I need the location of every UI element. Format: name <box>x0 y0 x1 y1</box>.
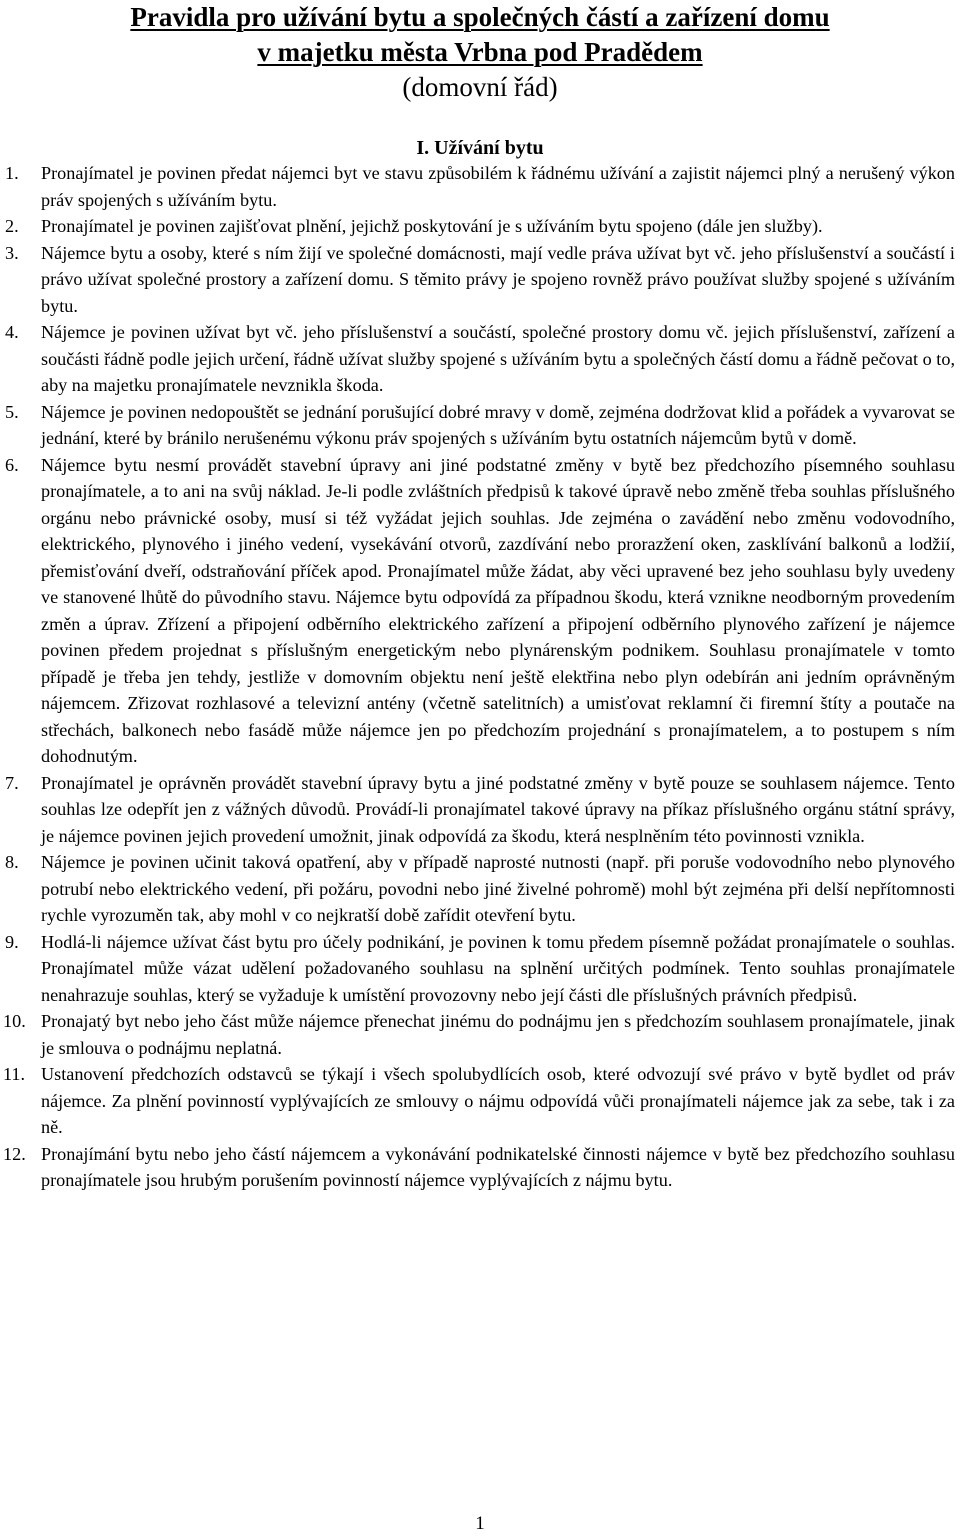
rule-text: Ustanovení předchozích odstavců se týkají i všech spolubydlících osob, které odvozují své právo v bytě bydlet od práv nájemce. Za plnění povinností vyplývajících ze smlouvy o nájmu odpovídá vůči pronajímateli nájemce jak za sebe, tak i za ně. <box>41 1064 955 1137</box>
rule-item <box>0 213 960 240</box>
rule-item <box>0 160 960 213</box>
rule-number: 6. <box>5 454 19 475</box>
rule-item <box>0 399 960 452</box>
section-heading: I. Užívání bytu <box>416 137 544 159</box>
rule-number: 1. <box>5 163 19 183</box>
rule-text: Pronajímatel je oprávněn provádět stavební úpravy bytu a jiné podstatné změny v bytě pouze se souhlasem nájemce. Tento souhlas lze odepřít jen z vážných důvodů. Provádí-li pronajímatel takové úpravy na příkaz příslušného orgánu státní správy, je nájemce povinen jejich provedení umožnit, jinak odpovídá za škodu, která nesplněním této povinnosti vznikla. <box>41 772 955 846</box>
rule-text: Pronajímatel je povinen zajišťovat plnění, jejichž poskytování je s užíváním bytu spojeno (dále jen služby). <box>41 216 823 236</box>
rule-text: Nájemce bytu nesmí provádět stavební úpravy ani jiné podstatné změny v bytě bez předchozího písemného souhlasu pronajímatele, a to ani na svůj náklad. Je-li podle zvláštních předpisů k takové úpravě nebo změně třeba souhlas příslušného orgánu nebo právnické osoby, musí si též vyžádat jejich souhlas. Jde zejména o zavádění nebo změnu vodovodního, elektrického, plynového i jiného vedení, vysekávání otvorů, zazdívání nebo prorazžení oken, zasklívání balkonů a lodžií, přemisťování dveří, odstraňování příček apod. Pronajímatel může žádat, aby věci upravené bez jeho souhlasu byly uvedeny ve stanovené lhůtě do původního stavu. Nájemce bytu odpovídá za případnou škodu, která vznikne neodborným provedením změn a úprav. Zřízení a připojení odběrního elektrického zařízení a připojení odběrního plynového zařízení je nájemce povinen předem projednat s příslušným energetickým nebo plynárenským podnikem. Souhlasu pronajímatele v tomto případě je třeba jen tehdy, jestliže v domovním objektu není ještě elektřina nebo plyn odebírán ani jedním oprávněným nájemcem. Zřizovat rozhlasové a televizní antény (včetně satelitních) a umisťovat reklamní či firemní štíty a poutače na střechách, balkonech nebo fasádě může nájemce jen po předchozím projednání s pronajímatelem, a to postupem s ním dohodnutým. <box>41 454 955 766</box>
rule-item <box>0 929 960 1009</box>
rule-number: 7. <box>5 772 19 793</box>
rule-number: 3. <box>5 242 19 263</box>
rule-number: 4. <box>5 322 19 342</box>
rules-list <box>0 160 960 1194</box>
rule-item <box>0 1141 960 1194</box>
rule-item <box>0 240 960 320</box>
rule-text: Hodlá-li nájemce užívat část bytu pro účely podnikání, je povinen k tomu předem písemně požádat pronajímatele o souhlas. Pronajímatel může vázat udělení požadovaného souhlasu na splnění určitých podmínek. Tento souhlas pronajímatele nenahrazuje souhlas, který se vyžaduje k umístění provozovny nebo její části dle příslušných právních předpisů. <box>41 931 955 1005</box>
rule-item <box>0 1061 960 1141</box>
rule-number: 10. <box>3 1011 26 1031</box>
page-number: 1 <box>475 1513 485 1534</box>
rule-text: Pronajímání bytu nebo jeho částí nájemcem a vykonávání podnikatelské činnosti nájemce v bytě bez předchozího souhlasu pronajímatele jsou hrubým porušením povinností nájemce vyplývajících z nájmu bytu. <box>41 1143 955 1190</box>
rule-text: Nájemce je povinen učinit taková opatření, aby v případě naprosté nutnosti (např. při poruše vodovodního nebo plynového potrubí nebo elektrického vedení, při požáru, povodni nebo jiné živelné pohromě) mohl být zejména při delší nepřítomnosti rychle vyrozuměn tak, aby mohl v co nejkratší době zařídit otevření bytu. <box>41 852 955 925</box>
rule-number: 11. <box>3 1064 26 1084</box>
rule-item <box>0 1008 960 1061</box>
rule-item <box>0 849 960 929</box>
rule-number: 8. <box>5 852 19 872</box>
rule-number: 12. <box>3 1143 26 1164</box>
rule-number: 9. <box>5 931 19 952</box>
document-title-block <box>0 0 960 105</box>
rule-text: Pronajímatel je povinen předat nájemci byt ve stavu způsobilém k řádnému užívání a zajistit nájemci plný a nerušený výkon práv spojených s užíváním bytu. <box>41 163 955 210</box>
rule-text: Pronajatý byt nebo jeho část může nájemce přenechat jinému do podnájmu jen s předchozím souhlasem pronajímatele, jinak je smlouva o podnájmu neplatná. <box>41 1011 955 1058</box>
document-subtitle: (domovní řád) <box>402 72 558 102</box>
rule-text: Nájemce je povinen užívat byt vč. jeho příslušenství a součástí, společné prostory domu vč. jejich příslušenství, zařízení a součásti řádně podle jejich určení, řádně užívat služby spojené s užíváním bytu a společných částí domu a řádně pečovat o to, aby na majetku pronajímatele nevznikla škoda. <box>41 322 955 395</box>
rule-text: Nájemce je povinen nedopouštět se jednání porušující dobré mravy v domě, zejména dodržovat klid a pořádek a vyvarovat se jednání, které by bránilo nerušenému výkonu práv spojených s užíváním bytu ostatních nájemcům bytů v domě. <box>41 401 955 448</box>
rule-number: 2. <box>5 216 19 236</box>
rule-item <box>0 319 960 399</box>
rule-number: 5. <box>5 401 19 422</box>
document-title-line-1: Pravidla pro užívání bytu a společných částí a zařízení domu <box>130 2 830 32</box>
rule-item <box>0 452 960 770</box>
rule-text: Nájemce bytu a osoby, které s ním žijí ve společné domácnosti, mají vedle práva užívat byt vč. jeho příslušenství a součástí i právo užívat společné prostory a zařízení domu. S těmito právy je spojeno rovněž právo používat služby spojené s užíváním bytu. <box>41 242 955 316</box>
rule-item <box>0 770 960 850</box>
document-title-line-2: v majetku města Vrbna pod Pradědem <box>257 37 703 67</box>
